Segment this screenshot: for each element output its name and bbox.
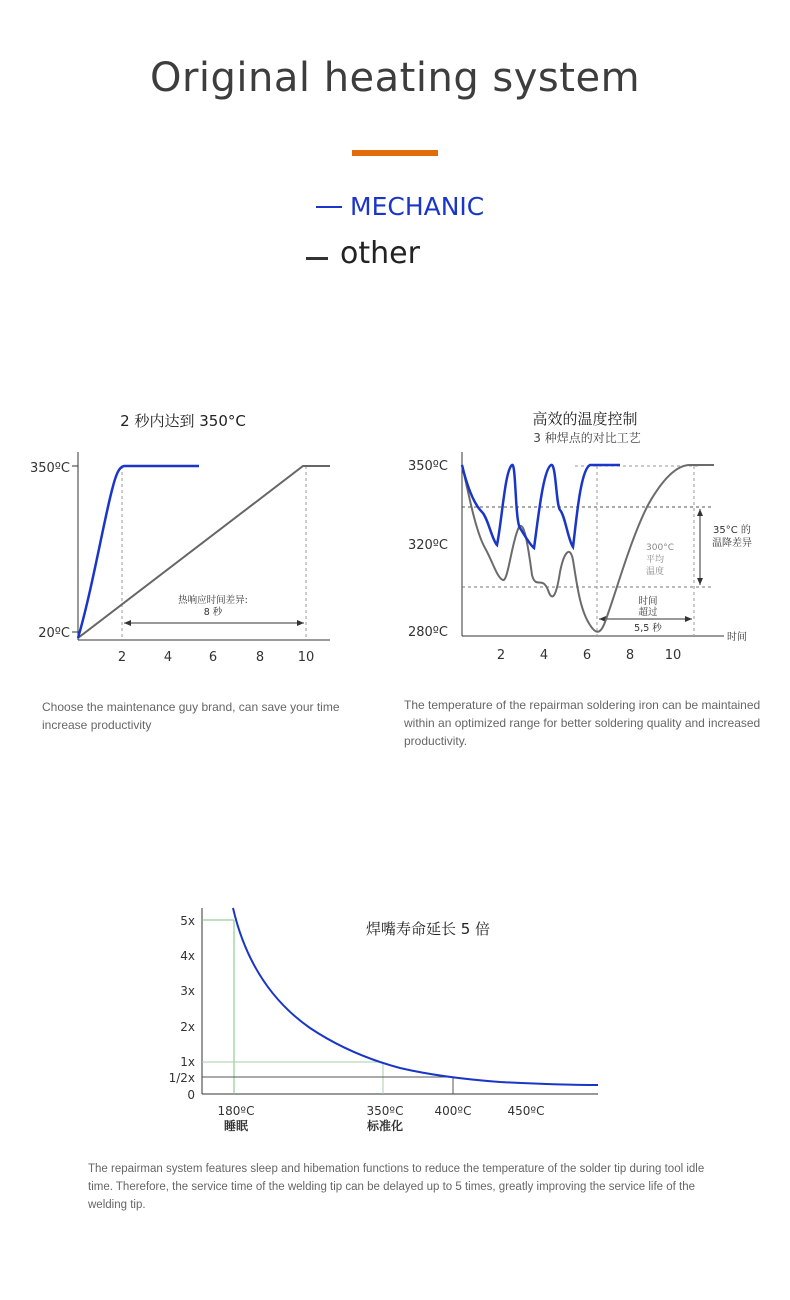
chart1-arrow-right (297, 620, 304, 626)
chart1-ytick-350: 350ºC (29, 461, 70, 476)
chart3-yticks (169, 914, 195, 1102)
chart1-arrow-left (124, 620, 131, 626)
chart3-xtick: 400ºC (434, 1104, 472, 1118)
chart2-ytick-320: 320ºC (407, 538, 448, 553)
chart3-xtick-sub: 标准化 (366, 1119, 404, 1133)
legend-label-mechanic: MECHANIC (350, 192, 485, 221)
chart2-xticks (497, 648, 681, 663)
chart2-avg-label3: 温度 (645, 567, 665, 577)
page-title: Original heating system (149, 55, 641, 101)
chart1-xtick: 10 (297, 650, 315, 665)
chart3-ytick: 2x (180, 1020, 195, 1034)
chart2-diff-arrow-bottom (697, 578, 703, 585)
chart2-xtick: 4 (539, 648, 549, 663)
chart3-xtick-sub: 睡眠 (223, 1119, 249, 1133)
chart3-xticks (218, 1104, 545, 1133)
chart2-xtick: 6 (582, 648, 592, 663)
chart2-x-axis-label: 时间 (727, 632, 747, 643)
chart2-time-label1: 时间 (638, 596, 658, 607)
chart2-time-arrow-left (599, 616, 606, 622)
chart2-xtick: 2 (496, 648, 506, 663)
chart3-xtick: 180ºC (217, 1104, 255, 1118)
chart2-caption: The temperature of the repairman soldering iron can be maintained within an optimized range for better soldering quality and increased productivity. (404, 698, 761, 748)
title-accent-bar (352, 150, 438, 156)
chart1-ytick-20: 20ºC (38, 626, 70, 641)
chart3-title: 焊嘴寿命延长 5 倍 (365, 920, 491, 938)
chart2-avg-label1: 300°C (646, 543, 674, 553)
chart3-ytick: 0 (187, 1088, 195, 1102)
chart2-diff-label1: 35°C 的 (713, 525, 751, 536)
chart3-ytick: 1/2x (168, 1071, 195, 1085)
chart2-xtick: 8 (625, 648, 635, 663)
chart2-avg-label2: 平均 (645, 555, 665, 565)
chart1-xticks (118, 650, 314, 665)
chart2-ytick-350: 350ºC (407, 459, 448, 474)
chart2-subtitle: 3 种焊点的对比工艺 (533, 431, 641, 445)
chart3-caption: The repairman system features sleep and hibemation functions to reduce the temperature of the solder tip during tool idle time. Therefore, the service time of the welding tip can be delayed up to 5 times, greatly improving the service life of the welding tip. (88, 1163, 705, 1211)
chart2-series-other (462, 465, 714, 632)
chart1-series-other (78, 466, 330, 638)
chart2-time-label3: 5,5 秒 (634, 623, 662, 634)
chart2-series-mechanic (462, 465, 620, 548)
chart2-time-arrow-right (685, 616, 692, 622)
legend-label-other: other (340, 236, 420, 271)
chart1-caption: Choose the maintenance guy brand, can save your time increase productivity (42, 700, 340, 732)
chart3-series-mechanic (233, 908, 598, 1085)
chart1-xtick: 4 (163, 650, 173, 665)
chart2-diff-label2: 温降差异 (712, 538, 752, 549)
chart1-xtick: 6 (208, 650, 218, 665)
chart3-ytick: 1x (180, 1055, 195, 1069)
legend-swatch-mechanic (316, 206, 342, 208)
chart3-ytick: 3x (180, 984, 195, 998)
chart3-ytick: 4x (180, 949, 195, 963)
chart1-xtick: 2 (117, 650, 127, 665)
chart3-xtick: 350ºC (366, 1104, 404, 1118)
chart1-annotation-line1: 热响应时间差异: (178, 595, 248, 606)
chart3-ytick: 5x (180, 914, 195, 928)
chart1-series-mechanic (78, 466, 199, 638)
chart2-ytick-280: 280ºC (407, 625, 448, 640)
chart1-xtick: 8 (255, 650, 265, 665)
legend-swatch-other (306, 257, 328, 260)
chart2-xtick: 10 (664, 648, 682, 663)
chart2-time-label2: 超过 (638, 607, 658, 618)
chart1-annotation-line2: 8 秒 (203, 607, 223, 618)
chart3-xtick: 450ºC (507, 1104, 545, 1118)
chart1-title: 2 秒内达到 350°C (120, 412, 246, 430)
chart2-title: 高效的温度控制 (532, 410, 638, 428)
chart2-diff-arrow-top (697, 509, 703, 516)
